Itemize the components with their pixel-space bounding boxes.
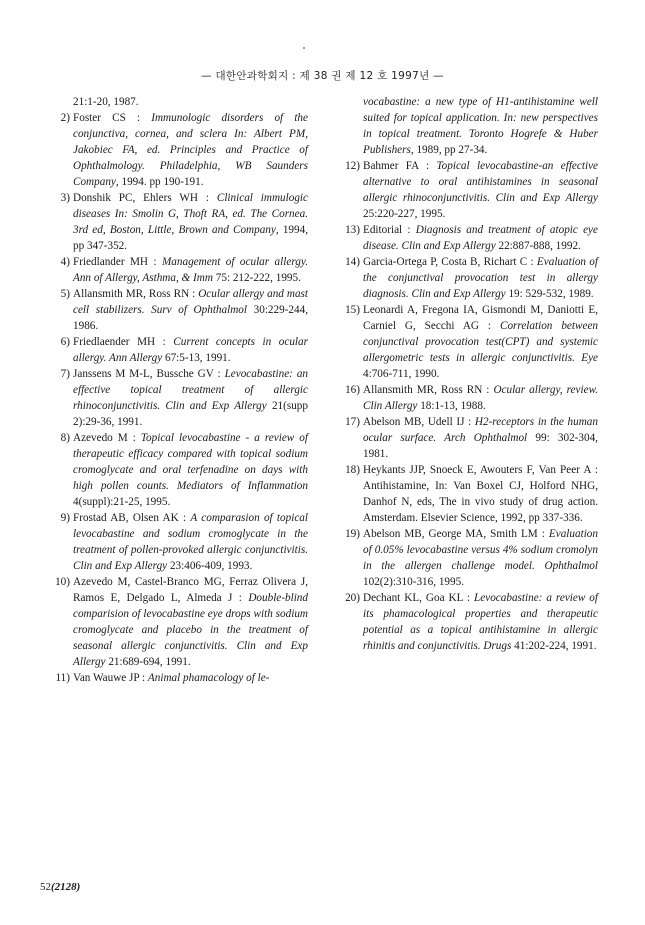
reference-number: 6) [60, 336, 70, 348]
page-number [40, 881, 80, 893]
reference-number: 12) [345, 160, 360, 172]
reference-number: 16) [345, 384, 360, 396]
reference-text: Van Wauwe JP : Animal phamacology of le- [73, 672, 270, 684]
reference-number: 5) [60, 288, 70, 300]
reference-continuation: 21:1-20, 1987. [73, 96, 139, 108]
reference-text: Friedlaender MH : Current concepts in ocular allergy. Ann Allergy 67:5-13, 1991. [73, 336, 308, 364]
reference-list [338, 158, 598, 654]
reference-text: Foster CS : Immunologic disorders of the conjunctiva, cornea, and sclera In: Albert PM, Jakobiec FA, ed. Principles and Practice of Ophthalmology. Philadelphia, WB Saunders Company, 1994. pp 190-191. [73, 112, 308, 188]
reference-text: Allansmith MR, Ross RN : Ocular allergy and mast cell stabilizers. Surv of Ophthalmol 30:229-244, 1986. [73, 288, 308, 332]
reference-text: Bahmer FA : Topical levocabastine-an effective alternative to oral antihistamines in seasonal allergic rhinoconjunctivitis. Clin and Exp Allergy 25:220-227, 1995. [363, 160, 599, 220]
reference-item [48, 254, 308, 286]
reference-text: Friedlander MH : Management of ocular allergy. Ann of Allergy, Asthma, & Imm 75: 212-222, 1995. [73, 256, 308, 284]
right-reference-column [338, 94, 598, 654]
page-number-value: 52 [40, 881, 51, 893]
reference-text: Allansmith MR, Ross RN : Ocular allergy, review. Clin Allergy 18:1-13, 1988. [363, 384, 598, 412]
reference-text: Dechant KL, Goa KL : Levocabastine: a review of its phamacological properties and therapeutic potential as a topical antihistamine in allergic rhinitis and conjunctivitis. Drugs 41:202-224, 1991. [363, 592, 598, 652]
reference-number: 11) [55, 672, 70, 684]
reference-list [48, 110, 308, 686]
reference-number: 3) [60, 192, 70, 204]
reference-number: 17) [345, 416, 360, 428]
reference-item [338, 302, 598, 382]
reference-item [48, 334, 308, 366]
journal-running-header: — 대한안과학회지 : 제 38 권 제 12 호 1997년 — [201, 70, 444, 82]
reference-number: 4) [60, 256, 70, 268]
reference-number: 7) [60, 368, 70, 380]
reference-item [48, 110, 308, 190]
reference-text: Azevedo M, Castel-Branco MG, Ferraz Olivera J, Ramos E, Delgado L, Almeda J : Double-blind comparision of levocabastine eye drops with sodium cromoglycate and placebo in the treatment of seasonal allergic conjunctivitis. Clin and Exp Allergy 21:689-694, 1991. [73, 576, 308, 668]
reference-number: 8) [60, 432, 70, 444]
reference-number: 9) [60, 512, 70, 524]
reference-number: 13) [345, 224, 360, 236]
scan-speck [303, 47, 305, 49]
reference-item [48, 670, 308, 686]
reference-item [338, 590, 598, 654]
reference-text: Abelson MB, Udell IJ : H2-receptors in the human ocular surface. Arch Ophthalmol 99: 302-304, 1981. [363, 416, 598, 460]
reference-continuation: vocabastine: a new type of H1-antihistamine well suited for topical application. In: new perspectives in topical treatment. Toronto Hogrefe & Huber Publishers, 1989, pp 27-34. [363, 96, 598, 156]
reference-text: Frostad AB, Olsen AK : A comparasion of topical levocabastine and sodium cromoglycate in the treatment of pollen-provoked allergic conjunctivitis. Clin and Exp Allergy 23:406-409, 1993. [73, 512, 308, 572]
reference-text: Heykants JJP, Snoeck E, Awouters F, Van Peer A : Antihistamine, In: Van Boxel CJ, Holford NHG, Danhof N, eds, The in vivo study of drug action. Amsterdam. Elsevier Science, 1992, pp 337-336. [363, 464, 598, 524]
reference-number: 2) [60, 112, 70, 124]
reference-item [48, 366, 308, 430]
reference-number: 18) [345, 464, 360, 476]
reference-item [338, 158, 598, 222]
reference-item [338, 254, 598, 302]
reference-item [338, 414, 598, 462]
reference-number: 19) [345, 528, 360, 540]
reference-number: 14) [345, 256, 360, 268]
reference-text: Editorial : Diagnosis and treatment of atopic eye disease. Clin and Exp Allergy 22:887-888, 1992. [363, 224, 598, 252]
reference-item [48, 190, 308, 254]
reference-item [338, 222, 598, 254]
reference-item [48, 430, 308, 510]
reference-item [338, 526, 598, 590]
reference-number: 15) [345, 304, 360, 316]
reference-item [48, 510, 308, 574]
reference-item [48, 574, 308, 670]
reference-text: Garcia-Ortega P, Costa B, Richart C : Evaluation of the conjunctival provocation test in allergy diagnosis. Clin and Exp Allergy 19: 529-532, 1989. [363, 256, 598, 300]
left-reference-column [48, 94, 308, 686]
reference-text: Azevedo M : Topical levocabastine - a review of therapeutic efficacy compared with topical sodium cromoglycate and oral terfenadine on days with high pollen counts. Mediators of Inflammation 4(suppl):21-25, 1995. [73, 432, 308, 508]
reference-text: Donshik PC, Ehlers WH : Clinical immulogic diseases In: Smolin G, Thoft RA, ed. The Cornea. 3rd ed, Boston, Little, Brown and Company, 1994, pp 347-352. [73, 192, 309, 252]
reference-text: Abelson MB, George MA, Smith LM : Evaluation of 0.05% levocabastine versus 4% sodium cromolyn in the allergen challenge model. Ophthalmol 102(2):310-316, 1995. [363, 528, 598, 588]
page-number-paren: (2128) [51, 881, 81, 893]
reference-item [48, 286, 308, 334]
reference-item [338, 382, 598, 414]
reference-number: 20) [345, 592, 360, 604]
reference-text: Leonardi A, Fregona IA, Gismondi M, Daniotti E, Carniel G, Secchi AG : Correlation between conjunctival provocation test(CPT) and systemic allergometric tests in allergic conjunctivitis. Eye 4:706-711, 1990. [363, 304, 598, 380]
reference-text: Janssens M M-L, Bussche GV : Levocabastine: an effective topical treatment of allergic rhinoconjunctivitis. Clin and Exp Allergy 21(supp 2):29-36, 1991. [73, 368, 309, 428]
reference-number: 10) [55, 576, 70, 588]
reference-item [338, 462, 598, 526]
